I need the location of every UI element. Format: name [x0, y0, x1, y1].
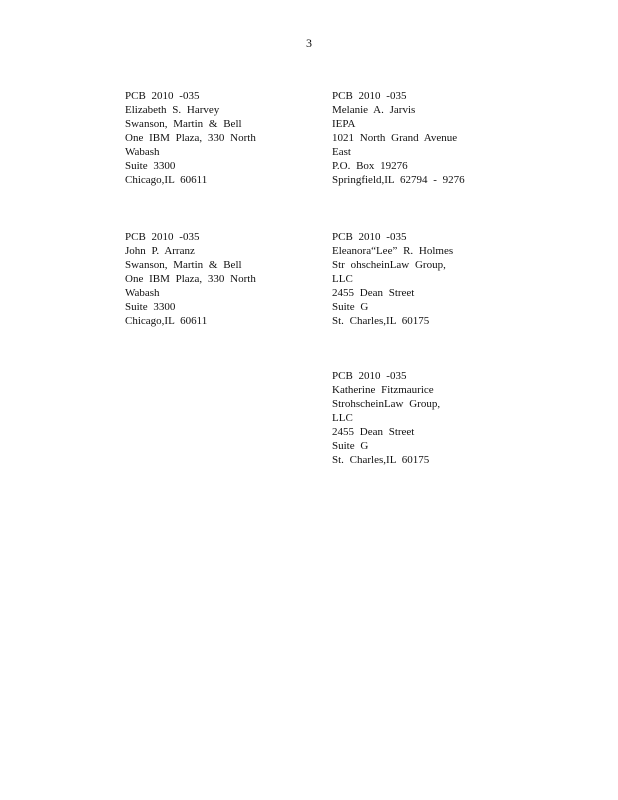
street-address: One IBM Plaza, 330 North: [125, 132, 256, 144]
case-number: PCB 2010 -035: [332, 90, 407, 102]
case-number: PCB 2010 -035: [332, 370, 407, 382]
firm-name: StrohscheinLaw Group,: [332, 398, 441, 410]
firm-name-continued: LLC: [332, 412, 353, 424]
firm-name: Swanson, Martin & Bell: [125, 118, 242, 130]
suite-line: Suite 3300: [125, 301, 176, 313]
address-block-harvey: [125, 89, 265, 187]
address-block-jarvis: [332, 89, 472, 187]
suite-line: Suite 3300: [125, 160, 176, 172]
recipient-name: John P. Arranz: [125, 245, 195, 257]
firm-name: Str ohscheinLaw Group,: [332, 259, 446, 271]
street-address: 2455 Dean Street: [332, 287, 415, 299]
street-address-continued: East: [332, 146, 351, 158]
street-address-continued: Wabash: [125, 146, 160, 158]
city-state-zip: St. Charles,IL 60175: [332, 315, 430, 327]
recipient-name: Elizabeth S. Harvey: [125, 104, 220, 116]
recipient-name: Melanie A. Jarvis: [332, 104, 416, 116]
street-address: One IBM Plaza, 330 North: [125, 273, 256, 285]
address-block-arranz: [125, 230, 265, 328]
firm-name-continued: LLC: [332, 273, 353, 285]
city-state-zip: Chicago,IL 60611: [125, 174, 208, 186]
street-address: 1021 North Grand Avenue: [332, 132, 458, 144]
suite-line: Suite G: [332, 301, 369, 313]
city-state-zip: Springfield,IL 62794 - 9276: [332, 174, 465, 186]
case-number: PCB 2010 -035: [125, 231, 200, 243]
page-number: 3: [306, 36, 312, 50]
address-block-fitzmaurice: [332, 369, 472, 467]
street-address-continued: Wabash: [125, 287, 160, 299]
case-number: PCB 2010 -035: [332, 231, 407, 243]
address-block-holmes: [332, 230, 472, 328]
agency-name: IEPA: [332, 118, 356, 130]
recipient-name: Eleanora“Lee” R. Holmes: [332, 245, 454, 257]
street-address: 2455 Dean Street: [332, 426, 415, 438]
case-number: PCB 2010 -035: [125, 90, 200, 102]
city-state-zip: St. Charles,IL 60175: [332, 454, 430, 466]
city-state-zip: Chicago,IL 60611: [125, 315, 208, 327]
suite-line: Suite G: [332, 440, 369, 452]
recipient-name: Katherine Fitzmaurice: [332, 384, 434, 396]
firm-name: Swanson, Martin & Bell: [125, 259, 242, 271]
po-box-line: P.O. Box 19276: [332, 160, 408, 172]
